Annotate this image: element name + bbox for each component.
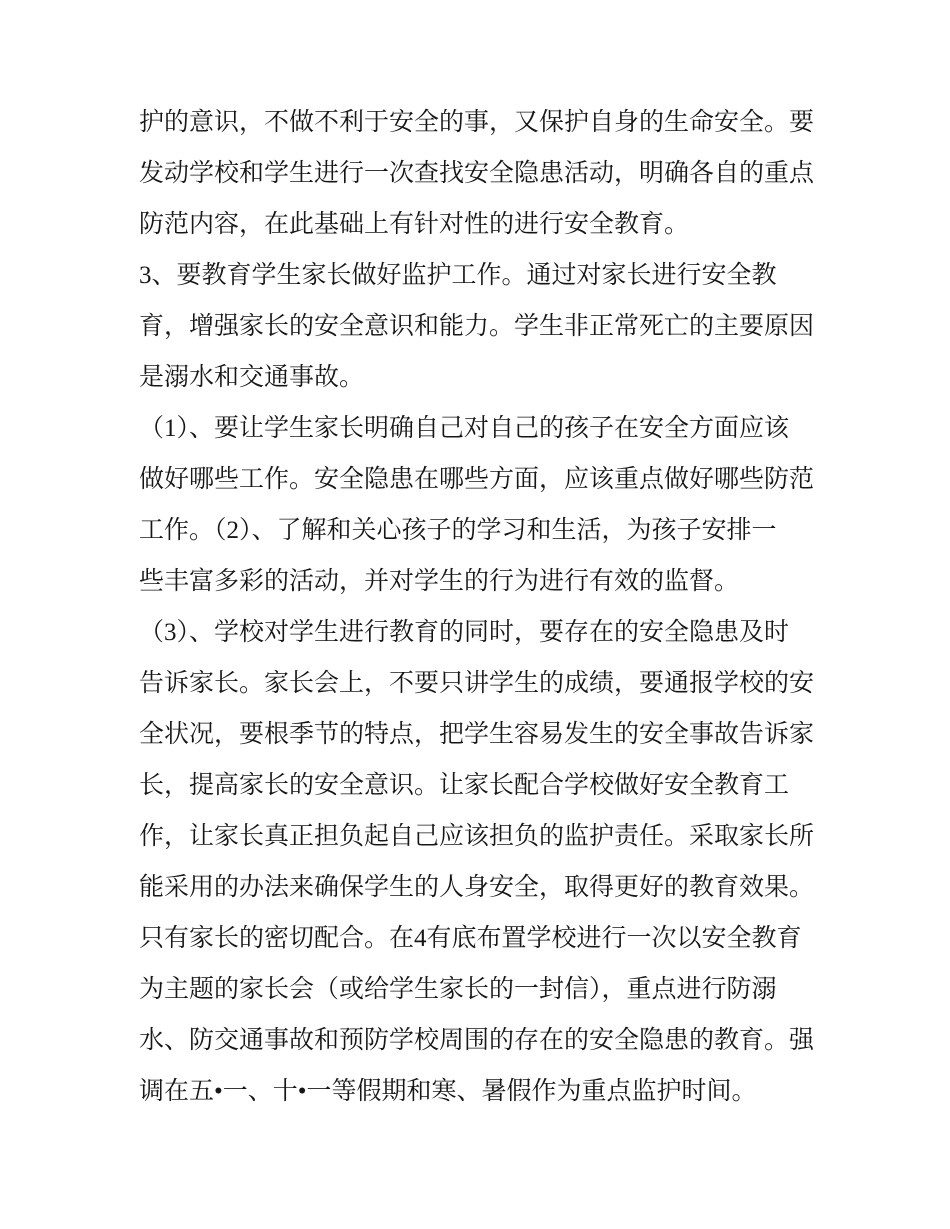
text-line: 长，提高家长的安全意识。让家长配合学校做好安全教育工 <box>139 772 790 799</box>
text-line: 水、防交通事故和预防学校周围的存在的安全隐患的教育。强 <box>139 1027 815 1054</box>
text-line: 调在五•一、十•一等假期和寒、暑假作为重点监护时间。 <box>139 1078 757 1105</box>
text-line: 防范内容，在此基础上有针对性的进行安全教育。 <box>139 211 690 238</box>
text-line: 做好哪些工作。安全隐患在哪些方面，应该重点做好哪些防范 <box>139 466 815 493</box>
text-line: 告诉家长。家长会上，不要只讲学生的成绩，要通报学校的安 <box>139 670 815 697</box>
text-line: 能采用的办法来确保学生的人身安全，取得更好的教育效果。 <box>139 874 815 901</box>
text-line: （3）、学校对学生进行教育的同时，要存在的安全隐患及时 <box>139 619 790 646</box>
text-line: 全状况，要根季节的特点，把学生容易发生的安全事故告诉家 <box>139 721 815 748</box>
text-line: （1）、要让学生家长明确自己对自己的孩子在安全方面应该 <box>139 415 790 442</box>
text-line: 3、要教育学生家长做好监护工作。通过对家长进行安全教 <box>139 262 777 289</box>
text-line: 是溺水和交通事故。 <box>139 364 365 391</box>
text-line: 护的意识，不做不利于安全的事，又保护自身的生命安全。要 <box>139 109 815 136</box>
text-line: 只有家长的密切配合。在4有底布置学校进行一次以安全教育 <box>139 925 802 952</box>
text-line: 育，增强家长的安全意识和能力。学生非正常死亡的主要原因 <box>139 313 815 340</box>
text-line: 发动学校和学生进行一次查找安全隐患活动，明确各自的重点 <box>139 160 815 187</box>
text-line: 工作。（2）、了解和关心孩子的学习和生活，为孩子安排一 <box>139 517 777 544</box>
text-line: 为主题的家长会（或给学生家长的一封信），重点进行防溺 <box>139 976 777 1003</box>
text-line: 作，让家长真正担负起自己应该担负的监护责任。采取家长所 <box>139 823 815 850</box>
text-line: 些丰富多彩的活动，并对学生的行为进行有效的监督。 <box>139 568 740 595</box>
document-text-block <box>139 97 839 1117</box>
